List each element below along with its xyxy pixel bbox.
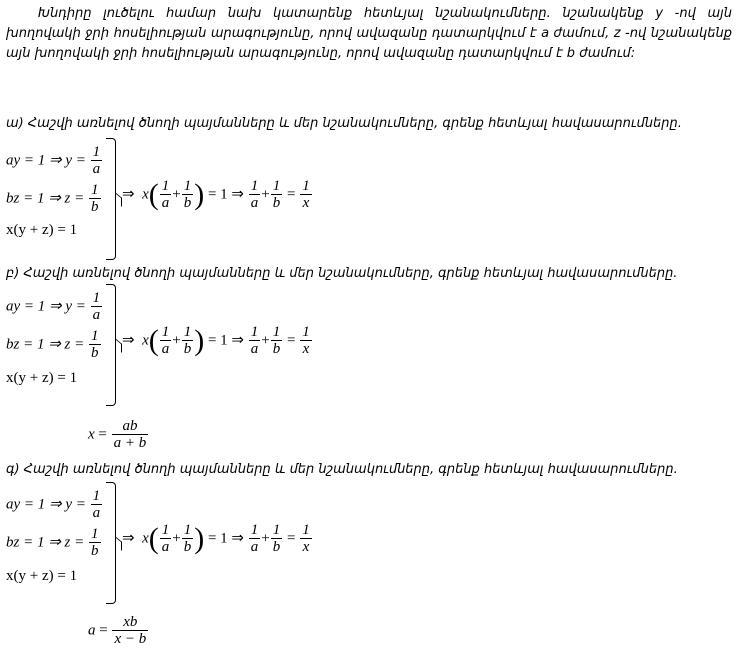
implication-chain: ⇒ x( $\frac{1}{a}$ + $\frac{1}{b}$ ) = 1 ⇒ $\frac{1}{a}$ + $\frac{1}{b}$ = $\frac{1}{x}$ — [122, 324, 310, 357]
eq-row-1: ay = 1 ⇒ y = $\frac{1}{a}$ — [6, 144, 101, 177]
right-brace — [106, 138, 116, 260]
intro-paragraph — [6, 4, 732, 64]
fraction: $\frac{1}{a}$ — [92, 144, 101, 177]
right-brace — [106, 284, 116, 406]
implication-chain: ⇒ x( $\frac{1}{a}$ + $\frac{1}{b}$ ) = 1 ⇒ $\frac{1}{a}$ + $\frac{1}{b}$ = $\frac{1}{x}$ — [122, 522, 310, 555]
eq-row-3: x(y + z) = 1 — [6, 222, 78, 238]
eq-row-3: x(y + z) = 1 — [6, 370, 78, 386]
eq-row-2: bz = 1 ⇒ z = $\frac{1}{b}$ — [6, 328, 99, 361]
implication-chain: ⇒ x( $\frac{1}{a}$ + $\frac{1}{b}$ ) = 1 ⇒ $\frac{1}{a}$ + $\frac{1}{b}$ = $\frac{1}{x}$ — [122, 178, 310, 211]
eq-row-1: ay = 1 ⇒ y = $\frac{1}{a}$ — [6, 488, 101, 521]
right-brace — [106, 482, 116, 604]
eq-row-2: bz = 1 ⇒ z = $\frac{1}{b}$ — [6, 526, 99, 559]
fraction: $\frac{1}{b}$ — [91, 182, 99, 215]
eq-row-2: bz = 1 ⇒ z = $\frac{1}{b}$ — [6, 182, 99, 215]
eq-row-1: ay = 1 ⇒ y = $\frac{1}{a}$ — [6, 290, 101, 323]
eq-row-3: x(y + z) = 1 — [6, 568, 78, 584]
part-a-label: ա) Հաշվի առնելով ծնողի պայմանները և մեր նշանակումները, գրենք հետևյալ հավասարումները. — [6, 116, 682, 131]
intro-text: Խնդիրը լուծելու համար նախ կատարենք հետևյալ նշանակումները. նշանակենք y -ով այն խողովակի ջրի հոսելիության արագությունը, որով ավազանը դատարկվում է a ժամում, z -ով նշանակենք այն խողովակի ջրի հոսելիության արագությունը, որով ավազանը դատարկվում է b ժամում: — [6, 6, 732, 61]
part-c-label: գ) Հաշվի առնելով ծնողի պայմանները և մեր նշանակումները, գրենք հետևյալ հավասարումները. — [6, 462, 678, 477]
part-b-result: x = $\frac{ab}{a + b}$ — [88, 418, 147, 451]
part-c-result: a = $\frac{xb}{x - b}$ — [88, 614, 147, 647]
part-b-label: բ) Հաշվի առնելով ծնողի պայմանները և մեր նշանակումները, գրենք հետևյալ հավասարումները. — [6, 266, 678, 281]
